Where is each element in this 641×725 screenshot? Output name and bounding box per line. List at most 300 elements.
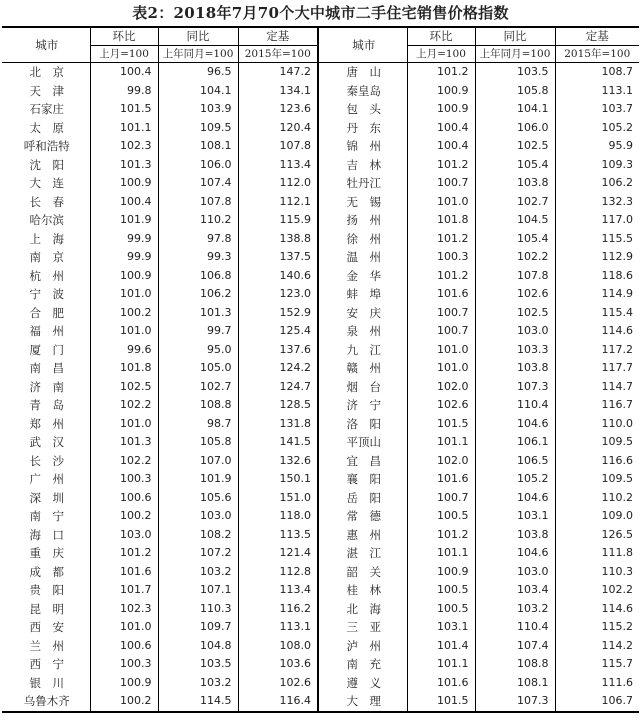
cell-city-name-left: 济 南 [29, 379, 64, 394]
cell-base-right: 105.2 [555, 119, 639, 138]
cell-city-name-left: 福 州 [29, 324, 64, 338]
table-row [2, 581, 639, 600]
cell-city-name-right: 岳 阳 [318, 489, 407, 508]
cell-base-right: 114.9 [555, 285, 639, 304]
cell-base-right: 132.3 [555, 193, 639, 212]
cell-yoy-right: 110.4 [475, 618, 555, 637]
cell-base-left: 137.6 [238, 341, 318, 360]
cell-city-name-left: 乌鲁木齐 [2, 692, 90, 712]
cell-base-right: 102.2 [555, 581, 639, 600]
table-row [2, 193, 639, 212]
header-mom-left: 环比 [90, 27, 158, 46]
cell-base-right: 115.5 [555, 230, 639, 249]
cell-yoy-left: 105.0 [158, 359, 238, 378]
cell-yoy-right: 108.8 [475, 655, 555, 674]
cell-base-left: 151.0 [238, 489, 318, 508]
cell-city-name-left: 重 庆 [29, 546, 64, 560]
cell-mom-left: 100.2 [90, 507, 158, 526]
cell-base-left: 108.0 [238, 637, 318, 656]
cell-yoy-right: 105.4 [475, 156, 555, 175]
cell-mom-left: 100.3 [90, 470, 158, 489]
cell-base-left: 147.2 [238, 63, 318, 82]
table-row [2, 248, 639, 267]
cell-city-name-left: 太 原 [29, 120, 64, 135]
header-base-left: 定基 [238, 27, 318, 46]
table-row [2, 341, 639, 360]
table-row [2, 63, 639, 82]
cell-city-name-left: 兰 州 [29, 638, 64, 653]
cell-city-name-right: 九 江 [318, 341, 407, 360]
cell-city-name-right: 牡丹江 [318, 174, 407, 193]
cell-yoy-right: 104.6 [475, 489, 555, 508]
cell-mom-right: 101.5 [407, 415, 475, 434]
cell-base-right: 115.7 [555, 655, 639, 674]
cell-base-right: 106.2 [555, 174, 639, 193]
cell-yoy-right: 104.6 [475, 544, 555, 563]
cell-city-name-right: 锦 州 [318, 137, 407, 156]
cell-yoy-left: 106.0 [158, 156, 238, 175]
subheader-yoy-right: 上年同月=100 [475, 46, 555, 63]
cell-base-left: 125.4 [238, 322, 318, 341]
cell-mom-left: 100.6 [90, 637, 158, 656]
cell-mom-left: 102.2 [90, 396, 158, 415]
cell-city-name-left: 贵 阳 [29, 583, 64, 597]
cell-mom-left: 102.2 [90, 452, 158, 471]
cell-city-name-left: 石家庄 [29, 102, 64, 116]
cell-yoy-right: 103.3 [475, 341, 555, 360]
cell-city-name-left: 西 宁 [29, 657, 64, 671]
cell-yoy-right: 107.3 [475, 378, 555, 397]
cell-base-left: 137.5 [238, 248, 318, 267]
cell-yoy-right: 108.1 [475, 674, 555, 693]
cell-mom-left: 102.5 [90, 378, 158, 397]
cell-city-name-left: 昆 明 [29, 601, 64, 616]
cell-mom-left: 100.4 [90, 63, 158, 82]
cell-city-name-left: 南 宁 [29, 509, 64, 523]
cell-yoy-right: 106.1 [475, 433, 555, 452]
cell-mom-right: 100.3 [407, 248, 475, 267]
cell-base-right: 118.6 [555, 267, 639, 286]
cell-yoy-right: 103.8 [475, 526, 555, 545]
cell-yoy-right: 102.2 [475, 248, 555, 267]
header-city-right: 城市 [318, 27, 407, 63]
cell-mom-right: 102.0 [407, 378, 475, 397]
cell-yoy-left: 103.0 [158, 507, 238, 526]
cell-yoy-left: 110.2 [158, 211, 238, 230]
table-row [2, 322, 639, 341]
cell-base-left: 124.2 [238, 359, 318, 378]
price-index-table [2, 26, 639, 713]
table-row [2, 526, 639, 545]
cell-city-name-right: 平顶山 [318, 433, 407, 452]
cell-city-name-right: 秦皇岛 [318, 82, 407, 101]
cell-base-right: 106.7 [555, 692, 639, 712]
cell-yoy-left: 107.8 [158, 193, 238, 212]
table-row [2, 507, 639, 526]
cell-city-name-right: 吉 林 [318, 156, 407, 175]
cell-yoy-left: 102.7 [158, 378, 238, 397]
cell-city-name-left: 合 肥 [29, 305, 64, 320]
cell-yoy-left: 107.0 [158, 452, 238, 471]
cell-mom-right: 101.1 [407, 433, 475, 452]
cell-base-left: 120.4 [238, 119, 318, 138]
cell-mom-right: 102.0 [407, 452, 475, 471]
header-mom-right: 环比 [407, 27, 475, 46]
cell-mom-left: 101.0 [90, 285, 158, 304]
table-row [2, 304, 639, 323]
table-row [2, 637, 639, 656]
cell-base-left: 112.1 [238, 193, 318, 212]
cell-base-right: 117.2 [555, 341, 639, 360]
cell-base-right: 116.7 [555, 396, 639, 415]
cell-yoy-right: 107.4 [475, 637, 555, 656]
cell-yoy-right: 102.6 [475, 285, 555, 304]
cell-base-left: 150.1 [238, 470, 318, 489]
cell-mom-right: 100.7 [407, 304, 475, 323]
cell-base-right: 115.2 [555, 618, 639, 637]
cell-yoy-right: 107.8 [475, 267, 555, 286]
cell-yoy-left: 107.2 [158, 544, 238, 563]
table-row [2, 674, 639, 693]
cell-mom-left: 99.9 [90, 230, 158, 249]
table-row [2, 378, 639, 397]
cell-mom-right: 100.9 [407, 82, 475, 101]
cell-yoy-left: 106.8 [158, 267, 238, 286]
cell-yoy-right: 106.5 [475, 452, 555, 471]
cell-mom-left: 99.9 [90, 248, 158, 267]
cell-yoy-right: 103.0 [475, 563, 555, 582]
cell-mom-right: 102.6 [407, 396, 475, 415]
cell-base-right: 111.8 [555, 544, 639, 563]
cell-yoy-right: 106.0 [475, 119, 555, 138]
cell-city-name-right: 安 庆 [318, 304, 407, 323]
cell-yoy-right: 104.5 [475, 211, 555, 230]
table-row [2, 156, 639, 175]
cell-city-name-right: 桂 林 [318, 581, 407, 600]
cell-city-name-left: 南 京 [29, 250, 64, 264]
cell-mom-right: 101.2 [407, 156, 475, 175]
cell-yoy-right: 105.4 [475, 230, 555, 249]
cell-yoy-left: 96.5 [158, 63, 238, 82]
cell-city-name-left: 呼和浩特 [23, 139, 70, 153]
cell-base-left: 115.9 [238, 211, 318, 230]
cell-yoy-right: 104.1 [475, 100, 555, 119]
subheader-yoy-left: 上年同月=100 [158, 46, 238, 63]
cell-mom-right: 101.2 [407, 526, 475, 545]
cell-base-right: 114.6 [555, 322, 639, 341]
table-row [2, 82, 639, 101]
cell-base-right: 114.6 [555, 600, 639, 619]
cell-yoy-left: 101.9 [158, 470, 238, 489]
cell-mom-left: 100.2 [90, 304, 158, 323]
cell-base-right: 112.9 [555, 248, 639, 267]
subheader-mom-right: 上月=100 [407, 46, 475, 63]
cell-mom-right: 100.4 [407, 119, 475, 138]
cell-base-left: 107.8 [238, 137, 318, 156]
cell-base-left: 121.4 [238, 544, 318, 563]
cell-city-name-right: 常 德 [318, 507, 407, 526]
table-row [2, 470, 639, 489]
cell-base-right: 115.4 [555, 304, 639, 323]
cell-city-name-right: 北 海 [318, 600, 407, 619]
cell-base-left: 134.1 [238, 82, 318, 101]
cell-mom-left: 101.0 [90, 415, 158, 434]
cell-yoy-left: 95.0 [158, 341, 238, 360]
cell-base-right: 110.2 [555, 489, 639, 508]
cell-city-name-right: 南 充 [318, 655, 407, 674]
cell-mom-right: 100.5 [407, 600, 475, 619]
cell-city-name-left: 广 州 [29, 472, 64, 486]
table-row [2, 600, 639, 619]
subheader-mom-left: 上月=100 [90, 46, 158, 63]
cell-yoy-left: 97.8 [158, 230, 238, 249]
cell-city-name-right: 烟 台 [318, 378, 407, 397]
header-city-left: 城市 [2, 27, 90, 63]
cell-mom-left: 101.2 [90, 544, 158, 563]
cell-mom-right: 100.7 [407, 489, 475, 508]
cell-base-right: 113.1 [555, 82, 639, 101]
cell-city-name-right: 包 头 [318, 100, 407, 119]
cell-base-right: 110.0 [555, 415, 639, 434]
cell-base-left: 118.0 [238, 507, 318, 526]
cell-base-left: 113.4 [238, 581, 318, 600]
cell-mom-right: 101.6 [407, 470, 475, 489]
cell-city-name-right: 洛 阳 [318, 415, 407, 434]
cell-city-name-right: 金 华 [318, 267, 407, 286]
cell-yoy-left: 107.1 [158, 581, 238, 600]
cell-base-right: 126.5 [555, 526, 639, 545]
cell-yoy-left: 103.2 [158, 563, 238, 582]
cell-city-name-left: 成 都 [29, 564, 64, 579]
table-row [2, 211, 639, 230]
cell-city-name-right: 韶 关 [318, 563, 407, 582]
cell-yoy-left: 106.2 [158, 285, 238, 304]
cell-yoy-right: 103.1 [475, 507, 555, 526]
cell-city-name-left: 南 昌 [29, 361, 64, 375]
cell-mom-left: 101.8 [90, 359, 158, 378]
cell-yoy-left: 108.8 [158, 396, 238, 415]
cell-mom-left: 101.7 [90, 581, 158, 600]
cell-city-name-left: 沈 阳 [29, 157, 64, 172]
table-row [2, 433, 639, 452]
cell-base-left: 112.8 [238, 563, 318, 582]
cell-mom-right: 101.0 [407, 341, 475, 360]
cell-mom-right: 100.9 [407, 100, 475, 119]
cell-base-left: 131.8 [238, 415, 318, 434]
table-row [2, 655, 639, 674]
table-row [2, 544, 639, 563]
cell-yoy-left: 104.1 [158, 82, 238, 101]
cell-yoy-right: 103.5 [475, 63, 555, 82]
cell-mom-left: 102.3 [90, 600, 158, 619]
cell-city-name-right: 丹 东 [318, 119, 407, 138]
cell-yoy-left: 107.4 [158, 174, 238, 193]
cell-mom-right: 100.7 [407, 174, 475, 193]
table-row [2, 563, 639, 582]
cell-base-left: 128.5 [238, 396, 318, 415]
cell-yoy-right: 103.4 [475, 581, 555, 600]
cell-city-name-left: 宁 波 [29, 287, 64, 301]
cell-city-name-right: 扬 州 [318, 211, 407, 230]
cell-mom-right: 101.2 [407, 267, 475, 286]
cell-city-name-right: 三 亚 [318, 618, 407, 637]
cell-city-name-right: 泸 州 [318, 637, 407, 656]
cell-mom-left: 100.9 [90, 267, 158, 286]
cell-yoy-left: 103.9 [158, 100, 238, 119]
cell-base-left: 113.4 [238, 156, 318, 175]
subheader-base-left: 2015年=100 [238, 46, 318, 63]
header-yoy-right: 同比 [475, 27, 555, 46]
table-body [2, 63, 639, 712]
cell-base-left: 123.0 [238, 285, 318, 304]
header-yoy-left: 同比 [158, 27, 238, 46]
cell-mom-right: 100.5 [407, 507, 475, 526]
cell-city-name-left: 天 津 [29, 83, 64, 98]
cell-base-right: 109.0 [555, 507, 639, 526]
table-row [2, 267, 639, 286]
cell-base-right: 114.7 [555, 378, 639, 397]
cell-mom-left: 101.3 [90, 433, 158, 452]
cell-mom-left: 100.9 [90, 174, 158, 193]
cell-base-right: 114.2 [555, 637, 639, 656]
cell-city-name-right: 遵 义 [318, 674, 407, 693]
cell-mom-left: 102.3 [90, 137, 158, 156]
cell-yoy-left: 109.5 [158, 119, 238, 138]
cell-city-name-left: 上 海 [29, 231, 64, 246]
cell-mom-left: 100.3 [90, 655, 158, 674]
cell-base-right: 109.5 [555, 470, 639, 489]
cell-yoy-right: 103.8 [475, 359, 555, 378]
cell-yoy-right: 102.7 [475, 193, 555, 212]
cell-yoy-right: 103.0 [475, 322, 555, 341]
cell-city-name-right: 赣 州 [318, 359, 407, 378]
cell-mom-right: 103.1 [407, 618, 475, 637]
cell-base-left: 102.6 [238, 674, 318, 693]
cell-mom-left: 103.0 [90, 526, 158, 545]
table-row [2, 359, 639, 378]
cell-yoy-right: 105.2 [475, 470, 555, 489]
cell-base-right: 111.6 [555, 674, 639, 693]
cell-city-name-left: 杭 州 [29, 268, 64, 283]
cell-yoy-left: 114.5 [158, 692, 238, 712]
cell-mom-right: 101.8 [407, 211, 475, 230]
cell-city-name-right: 大 理 [318, 692, 407, 712]
cell-city-name-left: 银 川 [29, 675, 64, 690]
cell-base-left: 113.5 [238, 526, 318, 545]
cell-mom-right: 101.0 [407, 359, 475, 378]
cell-base-left: 113.1 [238, 618, 318, 637]
header-base-right: 定基 [555, 27, 639, 46]
cell-mom-left: 101.0 [90, 322, 158, 341]
cell-yoy-right: 103.2 [475, 600, 555, 619]
cell-yoy-right: 103.8 [475, 174, 555, 193]
cell-mom-right: 101.0 [407, 193, 475, 212]
cell-base-right: 108.7 [555, 63, 639, 82]
table-row [2, 618, 639, 637]
cell-city-name-right: 温 州 [318, 248, 407, 267]
cell-yoy-left: 103.2 [158, 674, 238, 693]
cell-mom-left: 101.1 [90, 119, 158, 138]
cell-yoy-left: 103.5 [158, 655, 238, 674]
cell-mom-left: 99.8 [90, 82, 158, 101]
table-row [2, 100, 639, 119]
cell-base-right: 109.5 [555, 433, 639, 452]
cell-city-name-left: 深 圳 [29, 490, 64, 505]
table-row [2, 230, 639, 249]
cell-base-left: 141.5 [238, 433, 318, 452]
cell-mom-left: 101.9 [90, 211, 158, 230]
cell-city-name-left: 厦 门 [29, 342, 64, 357]
cell-yoy-left: 101.3 [158, 304, 238, 323]
cell-yoy-left: 105.8 [158, 433, 238, 452]
cell-mom-right: 101.6 [407, 674, 475, 693]
cell-mom-left: 101.6 [90, 563, 158, 582]
cell-yoy-left: 108.1 [158, 137, 238, 156]
cell-city-name-right: 蚌 埠 [318, 285, 407, 304]
table-row [2, 415, 639, 434]
cell-base-left: 116.2 [238, 600, 318, 619]
table-row [2, 396, 639, 415]
cell-mom-right: 100.7 [407, 322, 475, 341]
cell-yoy-left: 105.6 [158, 489, 238, 508]
cell-base-left: 124.7 [238, 378, 318, 397]
cell-city-name-left: 北 京 [29, 65, 64, 79]
cell-yoy-left: 98.7 [158, 415, 238, 434]
cell-base-right: 103.7 [555, 100, 639, 119]
cell-mom-right: 101.4 [407, 637, 475, 656]
cell-yoy-left: 108.2 [158, 526, 238, 545]
cell-yoy-right: 102.5 [475, 304, 555, 323]
cell-mom-right: 100.9 [407, 563, 475, 582]
cell-city-name-left: 长 沙 [29, 453, 64, 468]
cell-base-right: 95.9 [555, 137, 639, 156]
cell-city-name-right: 宜 昌 [318, 452, 407, 471]
cell-mom-right: 100.5 [407, 581, 475, 600]
cell-base-right: 116.6 [555, 452, 639, 471]
cell-city-name-right: 湛 江 [318, 544, 407, 563]
cell-city-name-right: 徐 州 [318, 230, 407, 249]
cell-city-name-left: 长 春 [29, 194, 64, 209]
cell-base-left: 103.6 [238, 655, 318, 674]
cell-city-name-right: 惠 州 [318, 526, 407, 545]
cell-mom-left: 100.9 [90, 674, 158, 693]
cell-city-name-left: 青 岛 [29, 398, 64, 412]
cell-yoy-left: 110.3 [158, 600, 238, 619]
cell-mom-right: 101.1 [407, 655, 475, 674]
cell-mom-left: 100.4 [90, 193, 158, 212]
cell-mom-right: 101.2 [407, 63, 475, 82]
cell-mom-right: 101.2 [407, 230, 475, 249]
cell-base-left: 132.6 [238, 452, 318, 471]
cell-city-name-right: 襄 阳 [318, 470, 407, 489]
cell-mom-left: 100.2 [90, 692, 158, 712]
cell-mom-left: 99.6 [90, 341, 158, 360]
table-row [2, 692, 639, 712]
cell-city-name-left: 哈尔滨 [29, 213, 64, 227]
table-row [2, 489, 639, 508]
cell-city-name-right: 无 锡 [318, 193, 407, 212]
cell-city-name-left: 武 汉 [29, 435, 64, 449]
cell-yoy-left: 104.8 [158, 637, 238, 656]
subheader-base-right: 2015年=100 [555, 46, 639, 63]
cell-yoy-left: 99.3 [158, 248, 238, 267]
cell-mom-left: 101.3 [90, 156, 158, 175]
cell-yoy-right: 107.3 [475, 692, 555, 712]
cell-yoy-right: 110.4 [475, 396, 555, 415]
cell-yoy-left: 109.7 [158, 618, 238, 637]
cell-base-right: 109.3 [555, 156, 639, 175]
cell-city-name-left: 西 安 [29, 620, 64, 634]
